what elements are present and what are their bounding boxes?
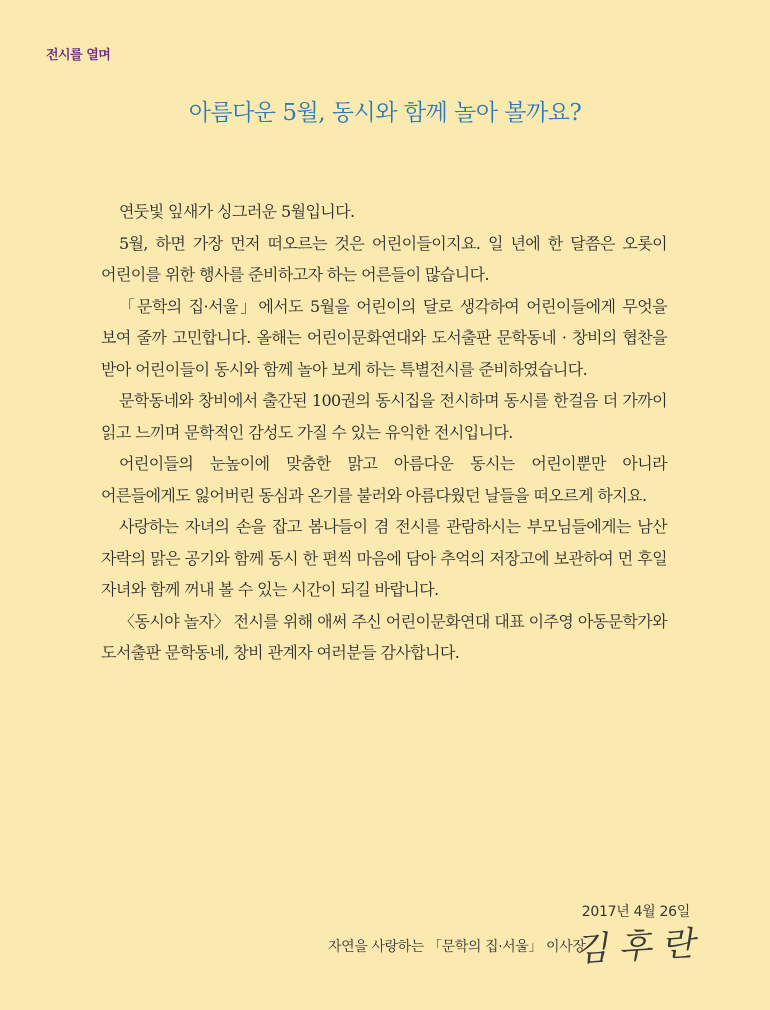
paragraph: 문학동네와 창비에서 출간된 100권의 동시집을 전시하며 동시를 한걸음 더 가까이 읽고 느끼며 문학적인 감성도 가질 수 있는 유익한 전시입니다. <box>101 391 667 442</box>
letter-date: 2017년 4월 26일 <box>581 904 690 920</box>
signature: 김후란 <box>574 923 711 970</box>
paragraph: 사랑하는 자녀의 손을 잡고 봄나들이 겸 전시를 관람하시는 부모님들에게는 남산 자락의 맑은 공기와 함께 동시 한 편씩 마음에 담아 추억의 저장고에 보관하여 먼 후일 자녀와 함께 꺼내 볼 수 있는 시간이 되길 바랍니다. <box>101 517 667 599</box>
paragraph: 어린이들의 눈높이에 맞춤한 맑고 아름다운 동시는 어린이뿐만 아니라 어른들에게도 잃어버린 동심과 온기를 불러와 아름다웠던 날들을 떠오르게 하지요. <box>101 454 667 505</box>
signature-block <box>328 922 711 970</box>
paragraph: 「문학의 집·서울」에서도 5월을 어린이의 달로 생각하여 어린이들에게 무엇을 보여 줄까 고민합니다. 올해는 어린이문화연대와 도서출판 문학동네 · 창비의 협찬을 받아 어린이들이 동시와 함께 놀아 보게 하는 특별전시를 준비하였습니다. <box>101 296 667 379</box>
letter-body <box>101 196 667 669</box>
section-tag: 전시를 열며 <box>46 48 111 63</box>
page-title: 아름다운 5월, 동시와 함께 놀아 볼까요? <box>188 100 582 126</box>
paragraph: 〈동시야 놀자〉 전시를 위해 애써 주신 어린이문화연대 대표 이주영 아동문학가와 도서출판 문학동네, 창비 관계자 여러분들 감사합니다. <box>101 611 667 662</box>
paragraph: 연둣빛 잎새가 싱그러운 5월입니다. <box>119 202 355 221</box>
paragraph: 5월, 하면 가장 먼저 떠오르는 것은 어린이들이지요. 일 년에 한 달쯤은 오롯이 어린이를 위한 행사를 준비하고자 하는 어른들이 많습니다. <box>101 233 667 284</box>
signer-title: 자연을 사랑하는 「문학의 집·서울」 이사장 <box>328 939 586 955</box>
